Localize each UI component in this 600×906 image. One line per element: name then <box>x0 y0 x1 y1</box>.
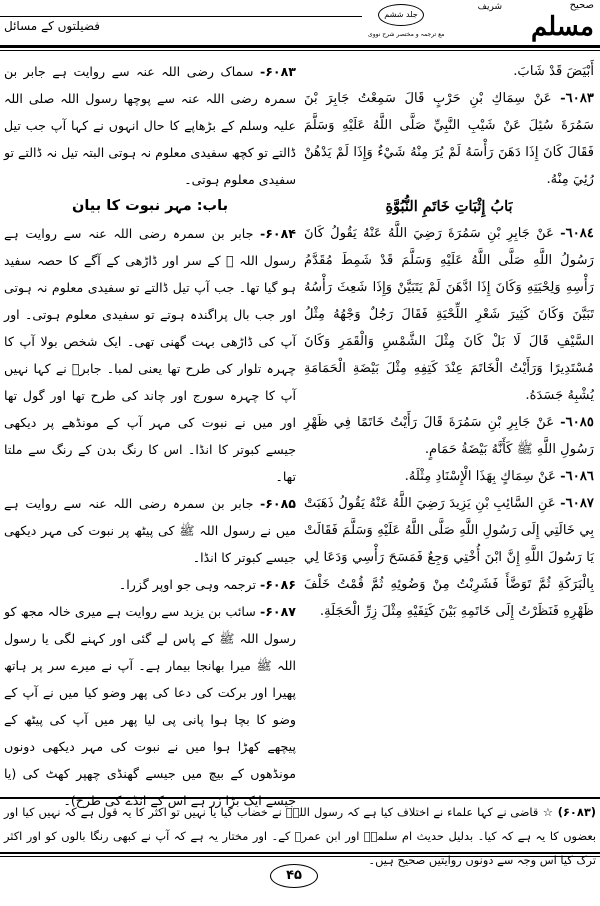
hadith-6087-arabic <box>304 490 594 625</box>
hadith-text: عَنْ جَابِرِ بْنِ سَمُرَةَ قَالَ رَأَيْتُ خَاتَمًا فِي ظَهْرِ رَسُولِ اللَّهِ ﷺ كَأَنَّهُ بَيْضَةُ حَمَامٍ. <box>304 415 594 457</box>
hadith-6087-urdu <box>4 598 296 814</box>
hadith-6085-arabic <box>304 409 594 463</box>
chapter-heading-urdu: باب: مہر نبوت کا بیان <box>71 198 229 214</box>
chapter-title: فضیلتوں کے مسائل <box>4 19 100 33</box>
hadith-number: ۶۰۸۳- <box>260 64 296 79</box>
hadith-number: ٦٠٨٤- <box>560 226 594 241</box>
footnote-text: قاضی نے کہا علماء نے اختلاف کیا ہے کہ رسول اللہؐ نے خضاب کیا یا نہیں تو اکثر کا یہ قول ہے کہ نہیں کیا اور بعضوں کا یہ ہے کہ کیا۔ بدلیل حدیث ام سلمہؓ اور ابن عمرؓ کے۔ اور مختار یہ ہے کہ آپ نے کبھی رنگا بالوں کو اور اکثر ترک کیا اس وجہ سے دونوں روایتیں صحیح ہیں۔ <box>4 805 596 867</box>
hadith-6083-urdu <box>4 58 296 193</box>
hadith-text: سائب بن یزید سے روایت ہے میری خالہ مجھ کو رسول اللہ ﷺ کے پاس لے گئی اور کہنے لگی یا رسول اللہ ﷺ میرا بھانجا بیمار ہے۔ آپ نے میرے سر پر ہاتھ پھیرا اور برکت کی دعا کی پھر وضو کیا میں نے آپ کے وضو کا بچا ہوا پانی پی لیا پھر میں آپ کی پیٹھ کے پیچھے کھڑا ہوا میں نے نبوت کی مہر دیکھی دونوں مونڈھوں کے بیچ میں جیسے گھنڈی چھپر کھٹ کی (یا جیسے ایک بڑا زر ہے اس کے انڈے کی طرح)۔ <box>4 604 296 808</box>
footnote-divider-bottom <box>0 852 600 854</box>
chapter-heading-arabic: بَابُ إِثْبَاتِ خَاتَمِ النُّبُوَّةِ <box>385 198 513 215</box>
footnote-divider-thin <box>0 856 600 857</box>
volume-badge: جلد ششم <box>378 4 424 26</box>
hadith-number: ٦٠٨٥- <box>560 415 594 430</box>
urdu-column <box>4 58 296 814</box>
hadith-number: ٦٠٨٦- <box>560 469 594 484</box>
header-divider-thick <box>0 45 600 48</box>
page-header <box>0 0 600 52</box>
logo-sharif: شریف <box>477 2 502 12</box>
book-logo <box>474 0 594 45</box>
hadith-text: سماک رضی اللہ عنہ سے روایت ہے جابر بن سمرہ رضی اللہ عنہ سے پوچھا رسول اللہ صلی اللہ علیہ وسلم کے بڑھاپے کا حال انہوں نے کہا آپ جب تیل ڈالتے تو کچھ سفیدی معلوم نہ ہوتی البتہ تیل نہ ڈالتے تو سفیدی معلوم ہوتی۔ <box>4 64 296 187</box>
hadith-6086-arabic <box>304 463 594 490</box>
logo-title: مسلم <box>530 12 594 42</box>
hadith-text: عَنْ جَابِرِ بْنِ سَمُرَةَ رَضِيَ اللَّهُ عَنْهُ يَقُولُ كَانَ رَسُولُ اللَّهِ صَلَّى اللَّهُ عَلَيْهِ وَسَلَّمَ قَدْ شَمِطَ مُقَدَّمُ رَأْسِهِ وَلِحْيَتِهِ وَكَانَ إِذَا ادَّهَنَ لَمْ يَتَبَيَّنْ وَإِذَا شَعِثَ رَأْسُهُ تَبَيَّنَ وَكَانَ كَثِيرَ شَعْرِ اللِّحْيَةِ فَقَالَ رَجُلٌ وَجْهُهُ مِثْلُ السَّيْفِ قَالَ لَا بَلْ كَانَ مِثْلَ الشَّمْسِ وَالْقَمَرِ وَكَانَ مُسْتَدِيرًا وَرَأَيْتُ الْخَاتَمَ عِنْدَ كَتِفِهِ مِثْلَ بَيْضَةِ الْحَمَامَةِ يُشْبِهُ جَسَدَهُ. <box>304 226 594 403</box>
page-number: ۴۵ <box>270 864 318 888</box>
volume-subtitle: مع ترجمہ و مختصر شرح نووی <box>368 31 445 38</box>
hadith-number: ۶۰۸۶- <box>260 577 296 592</box>
hadith-text: ترجمہ وہی جو اوپر گزرا۔ <box>118 577 256 592</box>
footnote-divider-top <box>0 797 600 799</box>
hadith-number: ٦٠٨٣- <box>560 91 594 106</box>
hadith-number: ۶۰۸۵- <box>260 496 296 511</box>
arabic-column <box>304 58 594 625</box>
hadith-text: جابر بن سمرہ رضی اللہ عنہ سے روایت ہے میں نے رسول اللہ ﷺ کی پیٹھ پر نبوت کی مہر دیکھی جیسے کبوتر کا انڈا۔ <box>4 496 296 565</box>
hadith-6084-arabic <box>304 220 594 409</box>
hadith-6083-arabic <box>304 85 594 193</box>
hadith-number: ۶۰۸۴- <box>260 226 296 241</box>
hadith-text: عَنْ سِمَاكٍ بِهَذَا الْإِسْنَادِ مِثْلَهُ. <box>404 469 556 484</box>
hadith-text: عَنِ السَّائِبِ بْنِ يَزِيدَ رَضِيَ اللَّهُ عَنْهُ يَقُولُ ذَهَبَتْ بِي خَالَتِي إِلَى رَسُولِ اللَّهِ صَلَّى اللَّهُ عَلَيْهِ وَسَلَّمَ فَقَالَتْ يَا رَسُولَ اللَّهِ إِنَّ ابْنَ أُخْتِي وَجِعٌ فَمَسَحَ رَأْسِي وَدَعَا لِي بِالْبَرَكَةِ ثُمَّ تَوَضَّأَ فَشَرِبْتُ مِنْ وَضُوئِهِ ثُمَّ قُمْتُ خَلْفَ ظَهْرِهِ فَنَظَرْتُ إِلَى خَاتَمِهِ بَيْنَ كَتِفَيْهِ مِثْلَ زِرِّ الْحَجَلَةِ. <box>304 496 594 619</box>
hadith-6086-urdu <box>4 571 296 598</box>
arabic-carryover: أَبْيَضَ قَدْ شَابَ. <box>513 64 594 79</box>
header-divider-thin <box>0 50 600 51</box>
header-rule <box>0 16 362 17</box>
hadith-number: ٦٠٨٧- <box>560 496 594 511</box>
footnote-ref: (۶۰۸۳) ☆ <box>542 805 596 819</box>
hadith-6085-urdu <box>4 490 296 571</box>
logo-sahih: صحیح <box>569 0 594 11</box>
hadith-text: جابر بن سمرہ رضی اللہ عنہ سے روایت ہے رسول اللہ ﷺ کے سر اور ڈاڑھی کے آگے کا حصہ سفید ہو گیا تھا۔ جب آپ تیل ڈالتے تو سفیدی معلوم نہ ہوتی اور جب بال پراگندہ ہوتے تو سفیدی معلوم ہوتی۔ اور آپ کی ڈاڑھی بہت گھنی تھی۔ ایک شخص بولا آپ کا چہرہ تلوار کی طرح تھا یعنی لمبا۔ جابرؓ نے کہا نہیں آپ کا چہرہ سورج اور چاند کی طرح تھا اور گول تھا اور میں نے نبوت کی مہر آپ کے مونڈھے پر دیکھی جیسے کبوتر کا انڈا۔ اس کا رنگ بدن کے رنگ سے ملتا تھا۔ <box>4 226 296 484</box>
hadith-number: ۶۰۸۷- <box>260 604 296 619</box>
footnote <box>4 800 596 872</box>
hadith-6084-urdu <box>4 220 296 490</box>
hadith-text: عَنْ سِمَاكِ بْنِ حَرْبٍ قَالَ سَمِعْتُ جَابِرَ بْنَ سَمُرَةَ سُئِلَ عَنْ شَيْبِ النَّبِيِّ صَلَّى اللَّهُ عَلَيْهِ وَسَلَّمَ فَقَالَ كَانَ إِذَا دَهَنَ رَأْسَهُ لَمْ يُرَ مِنْهُ شَيْءٌ وَإِذَا لَمْ يَدْهُنْ رُئِيَ مِنْهُ. <box>304 91 594 187</box>
